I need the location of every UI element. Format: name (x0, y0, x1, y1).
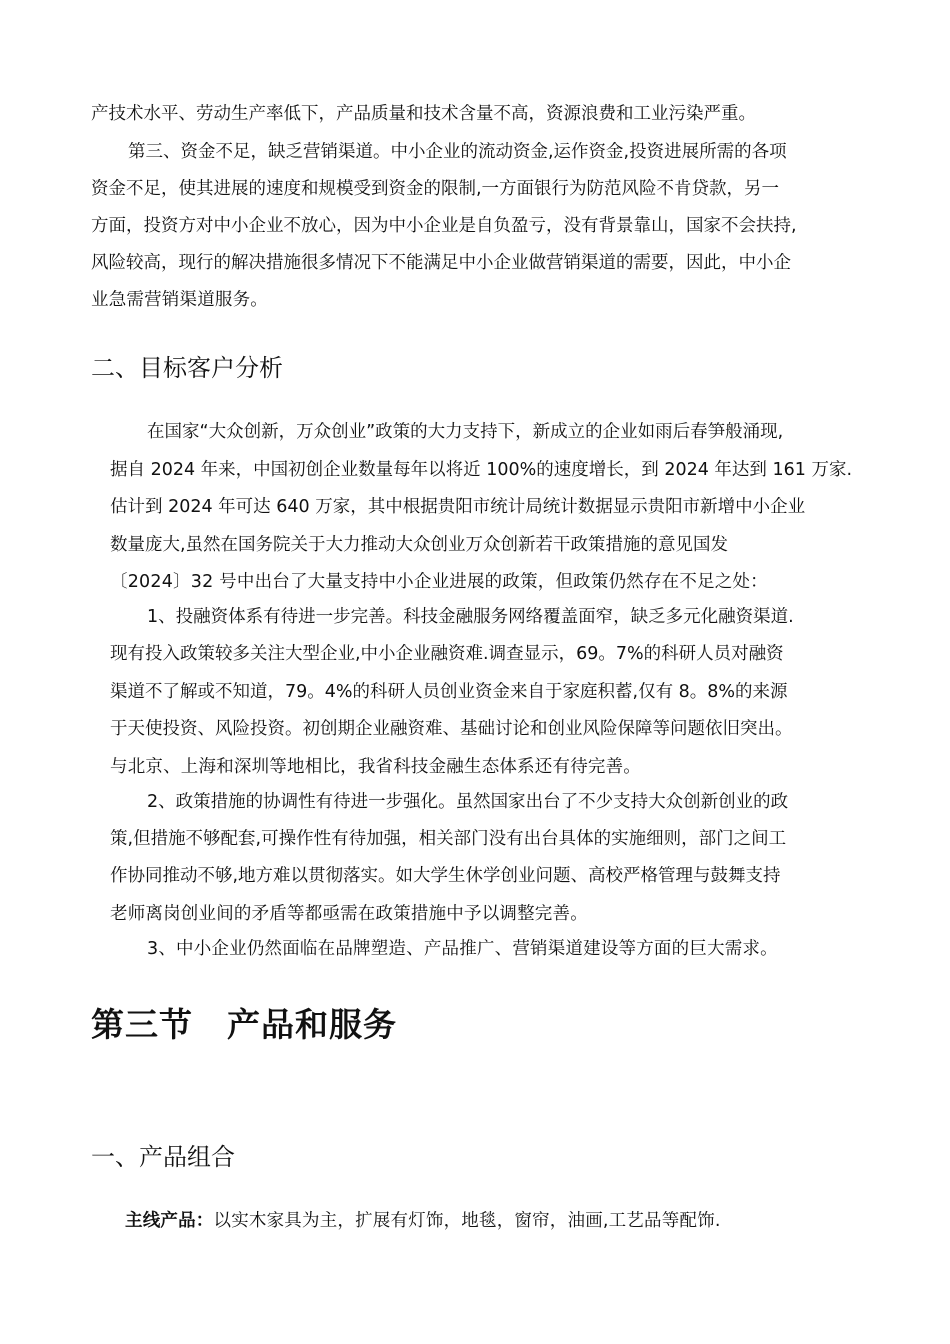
paragraph-line: 风险较高，现行的解决措施很多情况下不能满足中小企业做营销渠道的需要，因此，中小企 (91, 253, 791, 273)
paragraph-line: 资金不足，使其进展的速度和规模受到资金的限制,一方面银行为防范风险不肯贷款，另一 (91, 179, 780, 199)
mainline-label: 主线产品： (125, 1211, 214, 1231)
paragraph-line: 数量庞大,虽然在国务院关于大力推动大众创业万众创新若干政策措施的意见国发 (110, 535, 729, 555)
paragraph-line: 第三、资金不足，缺乏营销渠道。中小企业的流动资金,运作资金,投资进展所需的各项 (128, 142, 787, 162)
section-heading-product-portfolio: 一、产品组合 (91, 1143, 235, 1171)
chapter-number: 第三节 (91, 1005, 193, 1044)
paragraph-line: 现有投入政策较多关注大型企业,中小企业融资难.调查显示，69。7%的科研人员对融资 (110, 644, 784, 664)
paragraph-line: 2、政策措施的协调性有待进一步强化。虽然国家出台了不少支持大众创新创业的政 (147, 792, 789, 812)
paragraph-line: 3、中小企业仍然面临在品牌塑造、产品推广、营销渠道建设等方面的巨大需求。 (147, 939, 778, 959)
paragraph-line: 在国家“大众创新，万众创业”政策的大力支持下，新成立的企业如雨后春笋般涌现, (147, 422, 784, 442)
chapter-title: 产品和服务 (227, 1005, 397, 1044)
paragraph-line: 与北京、上海和深圳等地相比，我省科技金融生态体系还有待完善。 (110, 757, 641, 777)
paragraph-line: 方面，投资方对中小企业不放心，因为中小企业是自负盈亏，没有背景靠山，国家不会扶持, (91, 216, 797, 236)
paragraph-line: 估计到 2024 年可达 640 万家，其中根据贵阳市统计局统计数据显示贵阳市新增中小企业 (110, 497, 806, 517)
paragraph-line: 业急需营销渠道服务。 (91, 290, 268, 310)
paragraph-line: 作协同推动不够,地方难以贯彻落实。如大学生休学创业问题、高校严格管理与鼓舞支持 (110, 866, 781, 886)
paragraph-line: 策,但措施不够配套,可操作性有待加强，相关部门没有出台具体的实施细则，部门之间工 (110, 829, 787, 849)
paragraph-line: 于天使投资、风险投资。初创期企业融资难、基础讨论和创业风险保障等问题依旧突出。 (110, 719, 793, 739)
paragraph-line: 产技术水平、劳动生产率低下，产品质量和技术含量不高，资源浪费和工业污染严重。 (91, 104, 756, 124)
mainline-text: 以实木家具为主，扩展有灯饰，地毯，窗帘，油画,工艺品等配饰. (213, 1211, 721, 1231)
paragraph-line: 〔2024〕32 号中出台了大量支持中小企业进展的政策，但政策仍然存在不足之处： (110, 572, 768, 592)
paragraph-line: 据自 2024 年来，中国初创企业数量每年以将近 100%的速度增长，到 2024 年达到 161 万家. (110, 460, 853, 480)
section-heading-target-customers: 二、目标客户分析 (91, 354, 283, 382)
paragraph-line: 渠道不了解或不知道，79。4%的科研人员创业资金来自于家庭积蓄,仅有 8。8%的来源 (110, 682, 788, 702)
chapter-heading (91, 1003, 397, 1047)
mainline-product-paragraph (125, 1209, 721, 1233)
paragraph-line: 1、投融资体系有待进一步完善。科技金融服务网络覆盖面窄，缺乏多元化融资渠道. (147, 607, 794, 627)
paragraph-line: 老师离岗创业间的矛盾等都亟需在政策措施中予以调整完善。 (110, 904, 588, 924)
